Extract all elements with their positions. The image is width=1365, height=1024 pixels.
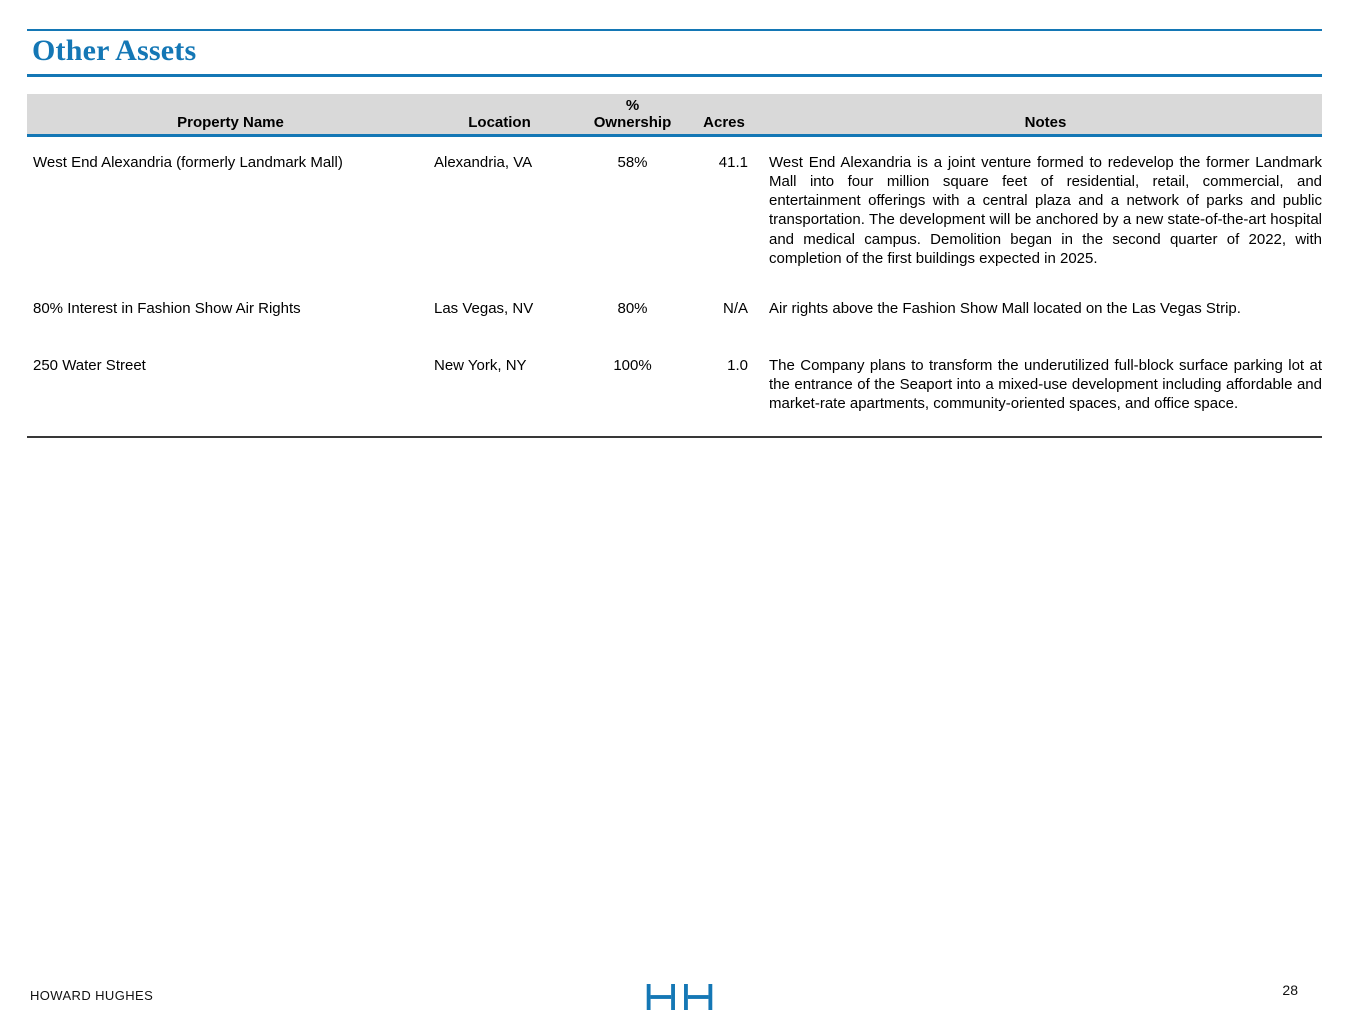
table-bottom-rule (27, 436, 1322, 438)
cell-notes: Air rights above the Fashion Show Mall located on the Las Vegas Strip. (769, 300, 1241, 318)
page-number: 28 (1282, 982, 1298, 998)
cell-location: New York, NY (434, 356, 527, 374)
column-header-ownership-line1: % (625, 96, 640, 114)
cell-acres: N/A (722, 300, 748, 318)
cell-property-name: West End Alexandria (formerly Landmark Mall) (33, 153, 343, 171)
cell-notes: West End Alexandria is a joint venture formed to redevelop the former Landmark Mall into four million square feet of residential, retail, commercial, and entertainment offerings with a central plaza and a network of parks and public transportation. The development will be anchored by a new state-of-the-art hospital and medical campus. Demolition began in the second quarter of 2022, with completion of the first buildings expected in 2025. (769, 153, 1322, 267)
cell-acres: 1.0 (727, 356, 748, 374)
column-header-location: Location (468, 113, 531, 131)
page-title: Other Assets (32, 34, 197, 67)
cell-property-name: 80% Interest in Fashion Show Air Rights (33, 300, 301, 318)
cell-acres: 41.1 (718, 153, 748, 171)
table-header-row (27, 94, 1322, 137)
cell-ownership: 58% (617, 153, 648, 171)
cell-location: Alexandria, VA (434, 153, 533, 171)
column-header-acres: Acres (703, 113, 745, 131)
column-header-ownership-line2: Ownership (593, 113, 672, 131)
column-header-ownership (565, 97, 700, 131)
cell-ownership: 100% (613, 356, 652, 374)
cell-notes: The Company plans to transform the underutilized full-block surface parking lot at the entrance of the Seaport into a mixed-use development including affordable and market-rate apartments, community-oriented spaces, and office space. (769, 356, 1322, 413)
cell-ownership: 80% (617, 300, 648, 318)
title-block (27, 29, 1322, 77)
footer-brand-text: HOWARD HUGHES (30, 988, 154, 1003)
table-row (27, 356, 1322, 414)
cell-property-name: 250 Water Street (33, 356, 146, 374)
hh-monogram-logo-icon (646, 984, 713, 1010)
cell-location: Las Vegas, NV (434, 300, 534, 318)
column-header-notes: Notes (1024, 113, 1067, 131)
table-row (27, 153, 1322, 269)
column-header-property: Property Name (177, 113, 284, 131)
table-row (27, 299, 1322, 318)
page-content (27, 0, 1322, 438)
